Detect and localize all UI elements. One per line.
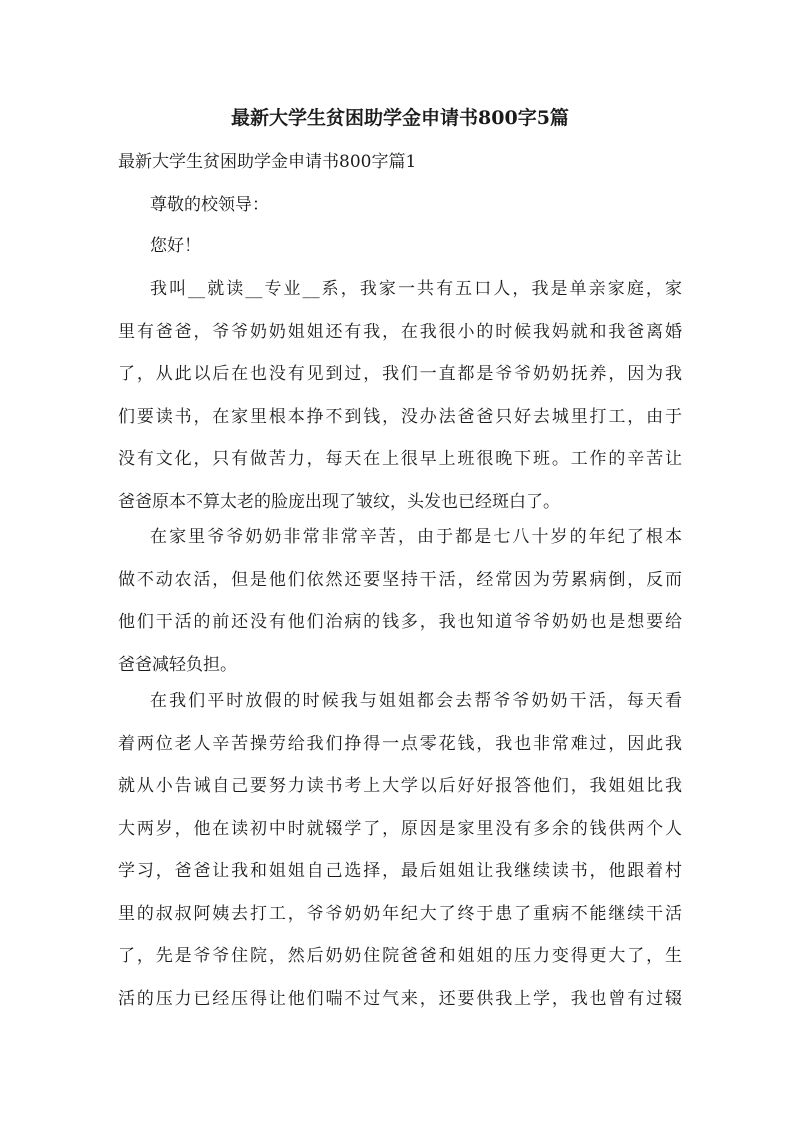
paragraph-1 <box>118 268 682 523</box>
paragraph-line: 在家里爷爷奶奶非常非常辛苦，由于都是七八十岁的年纪了根本 <box>150 527 682 547</box>
greeting: 您好！ <box>150 236 201 256</box>
paragraph-line: 就从小告诫自己要努力读书考上大学以后好好报答他们，我姐姐比我 <box>118 776 682 796</box>
paragraph-3 <box>118 680 682 1020</box>
salutation: 尊敬的校领导： <box>150 195 269 215</box>
paragraph-line: 们要读书，在家里根本挣不到钱，没办法爸爸只好去城里打工，由于 <box>118 406 682 427</box>
paragraph-line: 了，从此以后在也没有见到过，我们一直都是爷爷奶奶抚养，因为我 <box>118 364 682 384</box>
paragraph-line: 大两岁，他在读初中时就辍学了，原因是家里没有多余的钱供两个人 <box>118 818 682 839</box>
paragraph-line: 爸爸减轻负担。 <box>118 654 237 675</box>
paragraph-line: 里有爸爸，爷爷奶奶姐姐还有我，在我很小的时候我妈就和我爸离婚 <box>118 321 682 342</box>
paragraph-line: 他们干活的前还没有他们治病的钱多，我也知道爷爷奶奶也是想要给 <box>118 612 682 632</box>
paragraph-line: 着两位老人辛苦操劳给我们挣得一点零花钱，我也非常难过，因此我 <box>118 733 682 754</box>
paragraph-line: 我叫__就读__专业__系，我家一共有五口人，我是单亲家庭，家 <box>150 279 682 299</box>
document-title: 最新大学生贫困助学金申请书800字5篇 <box>231 107 569 129</box>
paragraph-line: 在我们平时放假的时候我与姐姐都会去帮爷爷奶奶干活，每天看 <box>150 691 682 711</box>
paragraph-line: 活的压力已经压得让他们喘不过气来，还要供我上学，我也曾有过辍 <box>118 988 682 1009</box>
paragraph-line: 了，先是爷爷住院，然后奶奶住院爸爸和姐姐的压力变得更大了，生 <box>118 946 682 966</box>
paragraph-line: 爸爸原本不算太老的脸庞出现了皱纹，头发也已经斑白了。 <box>118 491 560 512</box>
paragraph-line: 没有文化，只有做苦力，每天在上很早上班很晚下班。工作的辛苦让 <box>118 449 682 469</box>
paragraph-line: 学习，爸爸让我和姐姐自己选择，最后姐姐让我继续读书，他跟着村 <box>118 861 682 881</box>
paragraph-line: 做不动农活，但是他们依然还要坚持干活，经常因为劳累病倒，反而 <box>118 569 682 590</box>
section-heading: 最新大学生贫困助学金申请书800字篇1 <box>118 152 417 172</box>
paragraph-2 <box>118 516 682 686</box>
paragraph-line: 里的叔叔阿姨去打工，爷爷奶奶年纪大了终于患了重病不能继续干活 <box>118 903 682 924</box>
